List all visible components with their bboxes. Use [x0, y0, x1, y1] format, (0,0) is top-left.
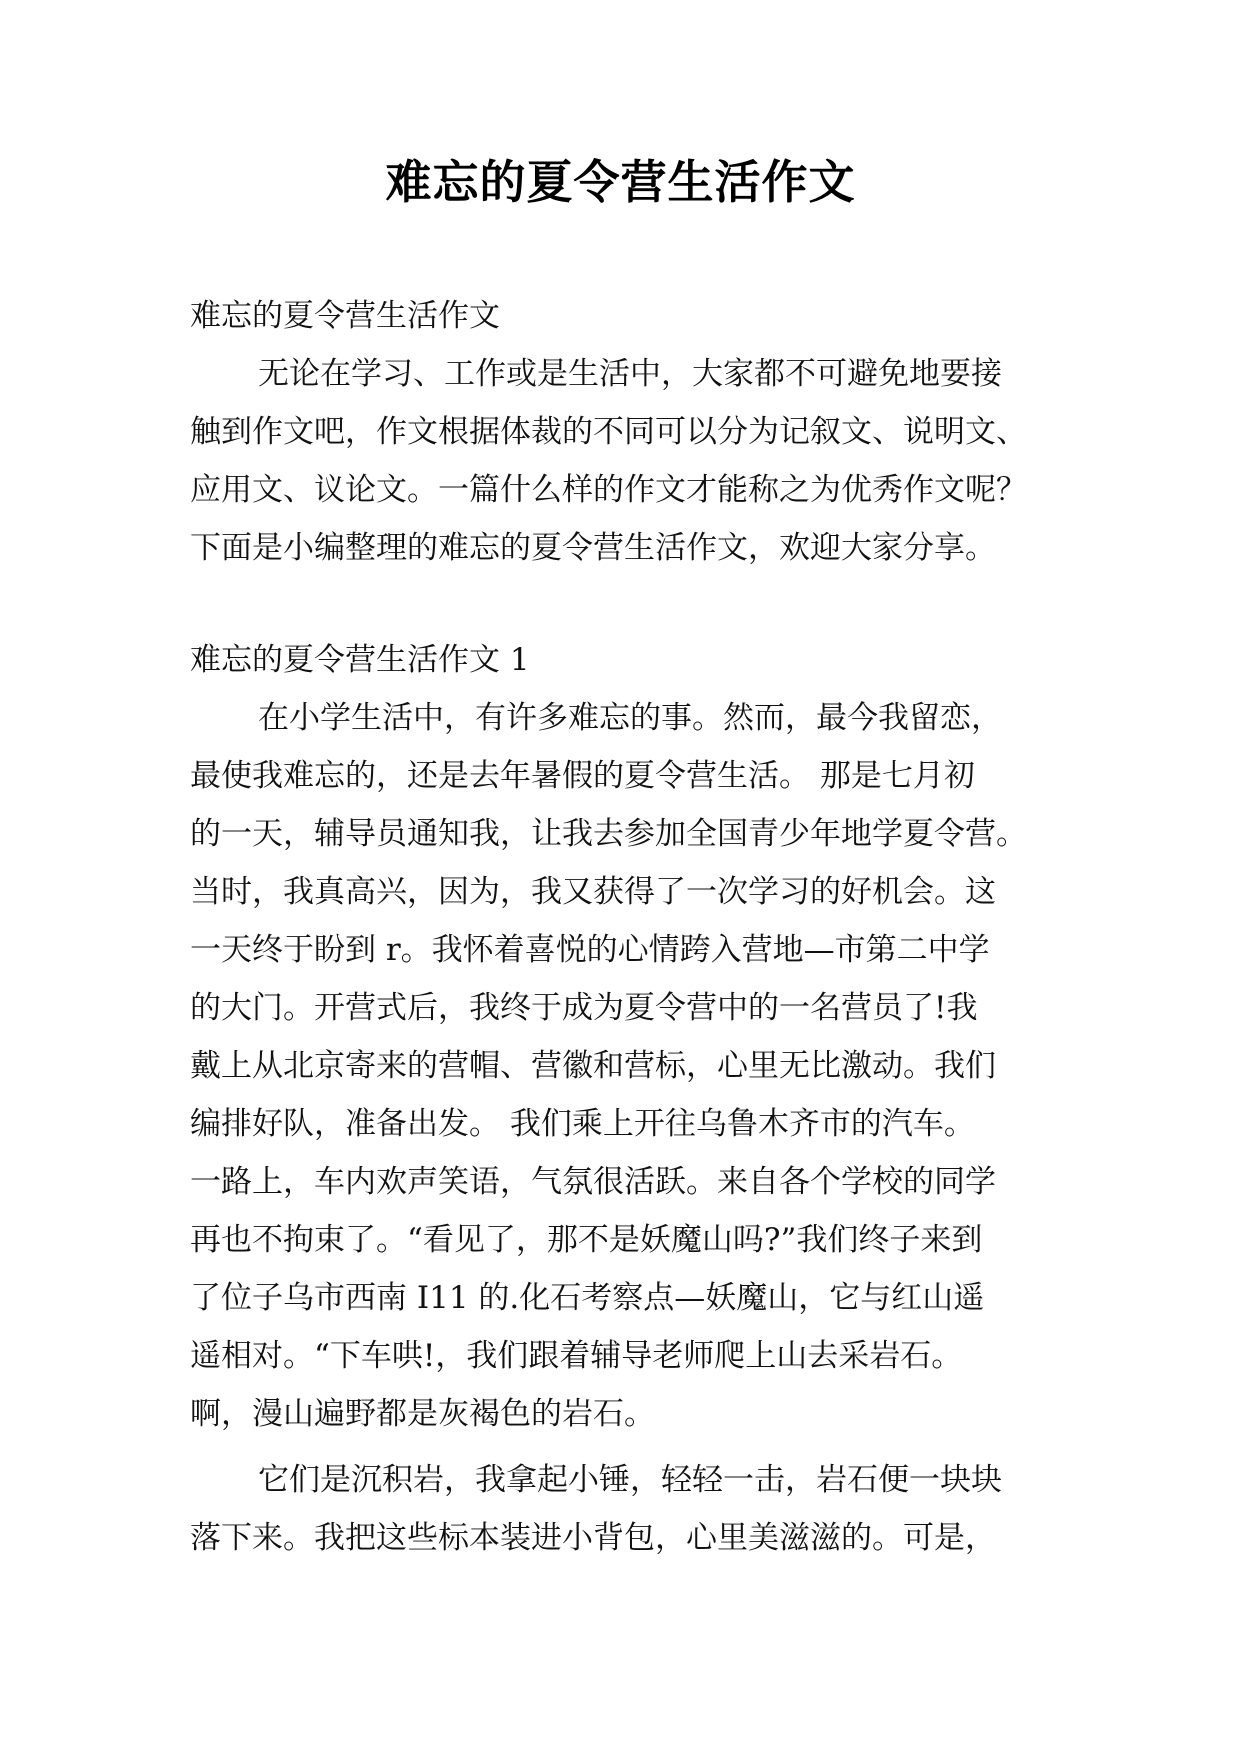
paragraph-line: 下面是小编整理的难忘的夏令营生活作文，欢迎大家分享。	[190, 530, 996, 566]
paragraph-line: 再也不拘束了。“看见了，那不是妖魔山吗?”我们终子来到	[190, 1222, 983, 1258]
paragraph-line: 落下来。我把这些标本装进小背包，心里美滋滋的。可是，	[190, 1520, 996, 1556]
paragraph-line: 啊，漫山遍野都是灰褐色的岩石。	[190, 1396, 655, 1432]
paragraph-line: 遥相对。“下车哄!，我们跟着辅导老师爬上山去采岩石。	[190, 1338, 963, 1374]
paragraph-line: 的大门。开营式后，我终于成为夏令营中的一名营员了!我	[190, 990, 978, 1026]
paragraph-line: 无论在学习、工作或是生活中，大家都不可避免地要接	[258, 356, 1002, 392]
section-heading: 难忘的夏令营生活作文 1	[190, 642, 530, 678]
paragraph-line: 应用文、议论文。一篇什么样的作文才能称之为优秀作文呢？	[190, 472, 1027, 508]
paragraph-line: 在小学生活中，有许多难忘的事。然而，最今我留恋，	[258, 700, 1002, 736]
paragraph-line: 了位子乌市西南 I11 的.化石考察点—妖魔山，它与红山遥	[190, 1280, 985, 1316]
paragraph-line: 的一天，辅导员通知我，让我去参加全国青少年地学夏令营。	[190, 816, 1027, 852]
paragraph-line: 它们是沉积岩，我拿起小锤，轻轻一击，岩石便一块块	[258, 1462, 1002, 1498]
paragraph-line: 一天终于盼到 r。我怀着喜悦的心情跨入营地—市第二中学	[190, 932, 990, 968]
paragraph-line: 当时，我真高兴，因为，我又获得了一次学习的好机会。这	[190, 874, 996, 910]
section-heading: 难忘的夏令营生活作文	[190, 298, 500, 334]
paragraph-line: 最使我难忘的，还是去年暑假的夏令营生活。 那是七月初	[190, 758, 975, 794]
document-title: 难忘的夏令营生活作文	[385, 155, 856, 209]
paragraph-line: 戴上从北京寄来的营帽、营徽和营标，心里无比激动。我们	[190, 1048, 996, 1084]
paragraph-line: 触到作文吧，作文根据体裁的不同可以分为记叙文、说明文、	[190, 414, 1027, 450]
paragraph-line: 编排好队，准备出发。 我们乘上开往乌鲁木齐市的汽车。	[190, 1106, 975, 1142]
paragraph-line: 一路上，车内欢声笑语，气氛很活跃。来自各个学校的同学	[190, 1164, 996, 1200]
